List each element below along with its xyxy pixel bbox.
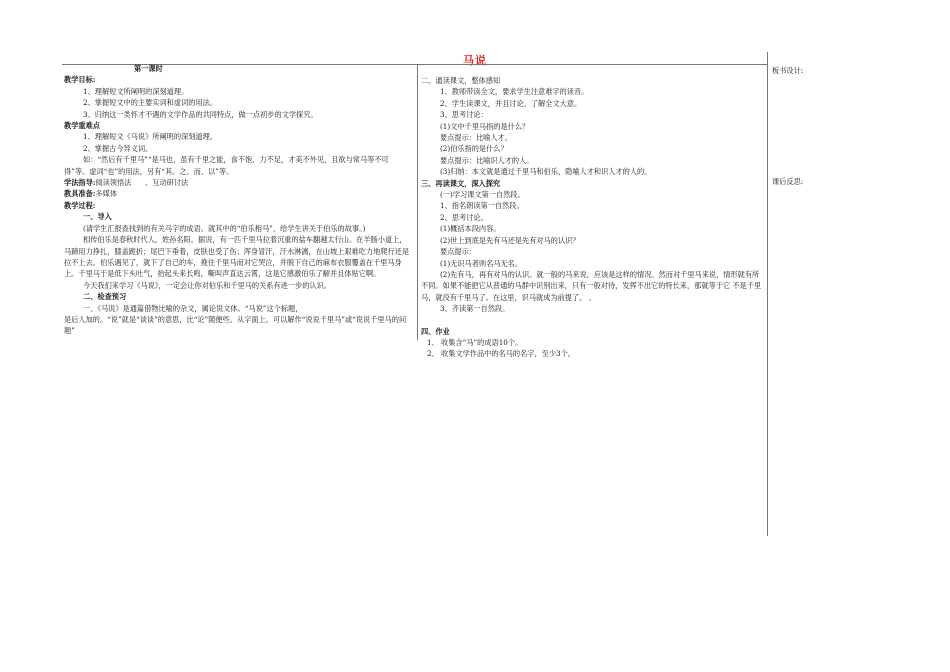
key-item: 2、掌握古今异义词。 — [83, 143, 153, 153]
intro-closing: 今天我们来学习《马说》，一定会让你对伯乐和千里马的关系有进一步的认识。 — [83, 280, 331, 290]
preview-paragraph: 一、《马说》是通篇借物比喻的杂文，属论说文体。“马说”这个标题， — [83, 303, 303, 313]
keys-note: 如：“然后有千里马”“是马也，虽有千里之能，食不饱，力不足，才美不外见，且欲与常马等不可得”等。虚词“也”的用法，另有“其、之、而、以”等。 — [64, 155, 389, 176]
page-title: 马说 — [463, 54, 487, 67]
method-label: 学法指导: — [64, 178, 96, 188]
keys-heading: 教学重难点 — [64, 121, 100, 131]
question: (1)概括本段内容。 — [440, 224, 501, 234]
preview-paragraph: 是后人加的。“说”就是“谈谈”的意思，比“论”随便些。从字面上。可以解作“说说千里马”或“说说千里马的问题” — [64, 314, 407, 336]
step-item: 2、学生读课文，并且讨论、了解全文大意。 — [440, 98, 582, 108]
reflection-label: 课后反思: — [772, 177, 804, 186]
section-heading: 二、检查预习 — [83, 292, 127, 302]
board-design-label: 板书设计: — [772, 66, 804, 75]
tool-label: 教具准备: — [64, 189, 96, 199]
section-heading: 一、导入 — [83, 212, 112, 222]
subsection-heading: (一)学习课文第一自然段。 — [440, 190, 525, 200]
lesson-label: 第一课时 — [134, 64, 163, 73]
section-heading: 二、通读课文，整体感知 — [421, 76, 501, 85]
method-value: 阅读领悟法 、互动研讨法 — [95, 178, 189, 188]
tool-value: 多媒体 — [95, 189, 117, 199]
spacer — [421, 315, 763, 326]
homework-item: 2、 收集文学作品中的名马的名字，至少3个。 — [427, 349, 575, 359]
homework-item: 1、 收集含“马”的成语10个。 — [427, 337, 523, 347]
section-heading: 四、作业 — [421, 326, 450, 336]
method-line — [64, 177, 410, 188]
step-item: 1、指名朗读第一自然段。 — [440, 201, 524, 211]
goal-item: 2、掌握短文中的主要实词和虚词的用法。 — [83, 98, 217, 108]
answer-hint: 要点提示：比喻识人才的人。 — [440, 155, 534, 165]
middle-column — [421, 75, 763, 360]
step-item: 3、思考讨论： — [440, 110, 488, 120]
goal-item: 1、理解短文所阐明的深刻道理。 — [83, 86, 189, 96]
hint-item: (1)无识马者则名马无名。 — [440, 258, 523, 268]
question: (2)世上到底是先有马还是先有对马的认识？ — [440, 235, 580, 245]
goals-heading: 教学目标: — [64, 75, 96, 85]
column-divider — [417, 64, 418, 340]
summary-line: (3)归纳：本文就是通过千里马和伯乐，隐喻人才和识人才的人的。 — [440, 167, 652, 177]
key-item: 1、理解短文《马说》所阐明的深刻道理。 — [83, 132, 217, 142]
question: (2)伯乐指的是什么？ — [440, 144, 508, 154]
step-item: 3、齐读第一自然段。 — [440, 304, 510, 314]
story-paragraph: 相传伯乐是春秋时代人，姓孙名阳。据说，有一匹千里马拉着沉重的盐车翻越太行山。在羊肠小道上，马蹄用力挣扎，膝盖跪折；尾巴下垂着，皮肤也受了伤；浑身冒汗，汗水淋漓，在山坡上艰难吃力地爬行还是拉不上去。伯乐遇见了，就下了自己的车，挽住千里马而对它哭泣，并脱下自己的麻布衣服覆盖在千里马身上。千里马于是低下头吐气，抬起头来长鸣，嘶叫声直达云霄，这是它感激伯乐了解并且体贴它啊。 — [64, 235, 410, 279]
hint-paragraph: (2)先有马，再有对马的认识。就一般的马来说，应该是这样的情况。然而对千里马来说，情形就有所不同。如果不能把它从普通的马群中识别出来，只有一般对待，发挥不出它的特长来，那就等于它 不是千里马，就没有千里马了。在这里，识马就成为前提了。 、 — [421, 269, 762, 302]
goal-item: 3、归纳这一类怀才不遇的文学作品的共同特点，做一点初步的文学探究。 — [83, 109, 318, 119]
hint-label: 要点提示： — [440, 247, 476, 257]
side-divider — [767, 52, 768, 536]
process-heading: 教学过程: — [64, 200, 96, 210]
intro-note: (请学生汇报查找到的有关马字的成语。就其中的“伯乐相马”，给学生讲关于伯乐的故事。) — [83, 223, 366, 233]
section-heading: 三、再读课文，深入探究 — [421, 178, 501, 188]
step-item: 2、思考讨论。 — [440, 212, 488, 222]
left-column — [64, 63, 410, 337]
tool-line — [64, 188, 410, 199]
answer-hint: 要点提示：比喻人才。 — [440, 133, 512, 143]
step-item: 1、教师带读全文，要求学生注意难字的读音。 — [440, 87, 589, 97]
question: (1)文中千里马指的是什么？ — [440, 121, 530, 131]
